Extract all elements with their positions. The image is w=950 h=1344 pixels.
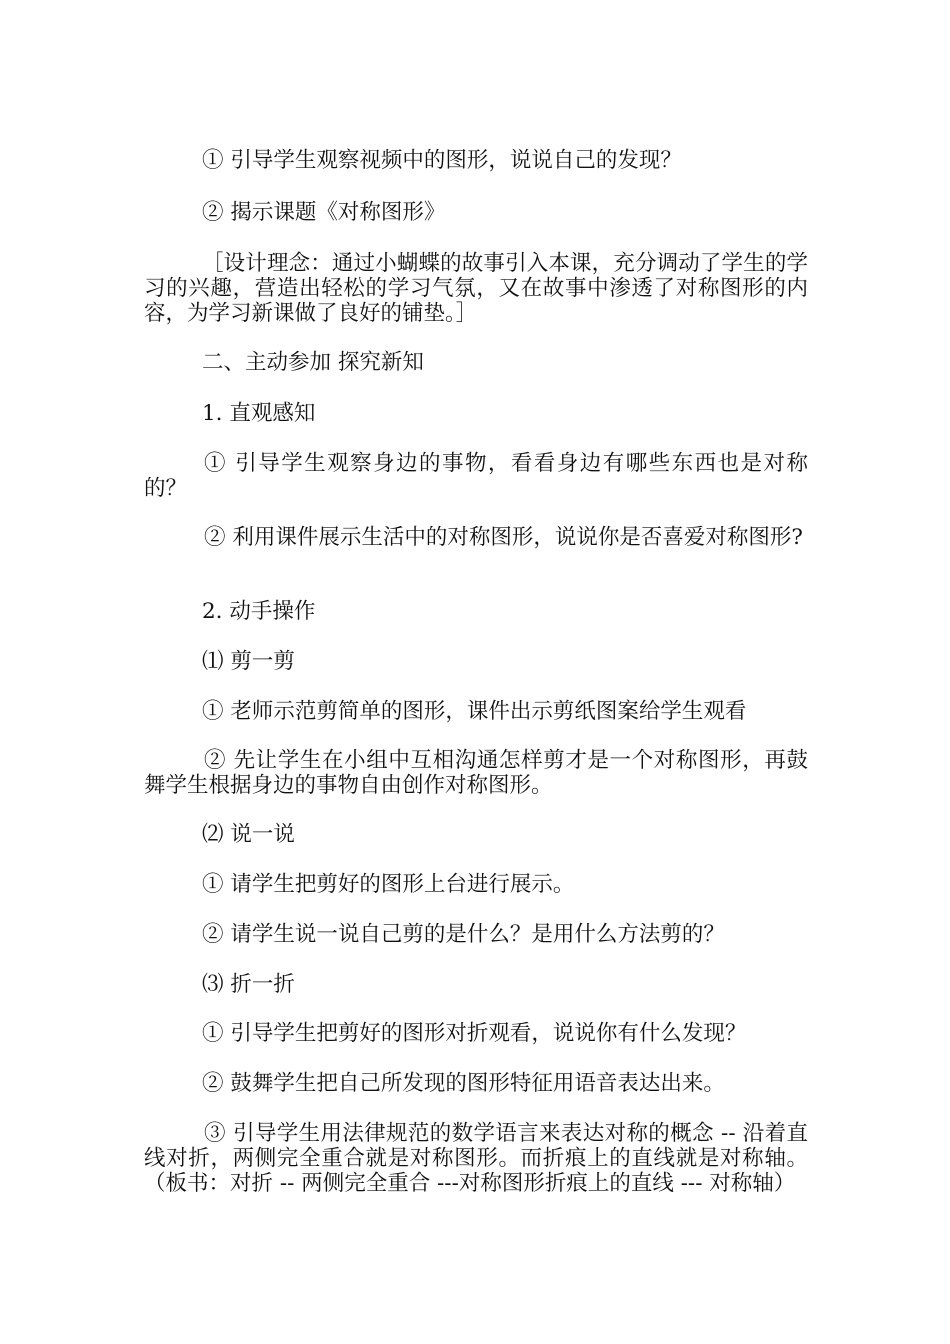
subheading-hands-on: 2. 动手操作	[202, 599, 316, 624]
subheading-intuitive-perception: 1. 直观感知	[202, 401, 316, 426]
paragraph-reveal-topic: ② 揭示课题《对称图形》	[202, 200, 446, 225]
paragraph-symmetry-concept: ③ 引导学生用法律规范的数学语言来表达对称的概念 -- 沿着直线对折，两侧完全重合就是对称图形。而折痕上的直线就是对称轴。（板书：对折 -- 两侧完全重合 ---对称图形折痕上的直线 --- 对称轴）	[144, 1121, 808, 1196]
paragraph-teacher-demo: ① 老师示范剪简单的图形，课件出示剪纸图案给学生观看	[202, 699, 747, 724]
step-fold: ⑶ 折一折	[202, 972, 295, 997]
paragraph-observe-video: ① 引导学生观察视频中的图形，说说自己的发现？	[202, 148, 682, 173]
paragraph-group-discussion: ② 先让学生在小组中互相沟通怎样剪才是一个对称图形，再鼓舞学生根据身边的事物自由创作对称图形。	[144, 748, 808, 798]
step-speak: ⑵ 说一说	[202, 822, 295, 847]
paragraph-fold-observe: ① 引导学生把剪好的图形对折观看，说说你有什么发现？	[202, 1021, 747, 1046]
step-cut: ⑴ 剪一剪	[202, 649, 295, 674]
paragraph-present-figures: ① 请学生把剪好的图形上台进行展示。	[202, 872, 575, 897]
section-heading-explore: 二、主动参加 探究新知	[202, 350, 424, 375]
paragraph-observe-surroundings: ① 引导学生观察身边的事物，看看身边有哪些东西也是对称的？	[144, 451, 808, 501]
paragraph-explain-cutting: ② 请学生说一说自己剪的是什么？是用什么方法剪的？	[202, 922, 725, 947]
paragraph-express-features: ② 鼓舞学生把自己所发现的图形特征用语音表达出来。	[202, 1071, 725, 1096]
paragraph-show-symmetric-figures: ② 利用课件展示生活中的对称图形，说说你是否喜爱对称图形?	[204, 525, 803, 550]
paragraph-design-concept: ［设计理念：通过小蝴蝶的故事引入本课，充分调动了学生的学习的兴趣，营造出轻松的学习气氛，又在故事中渗透了对称图形的内容，为学习新课做了良好的铺垫。］	[144, 251, 808, 326]
